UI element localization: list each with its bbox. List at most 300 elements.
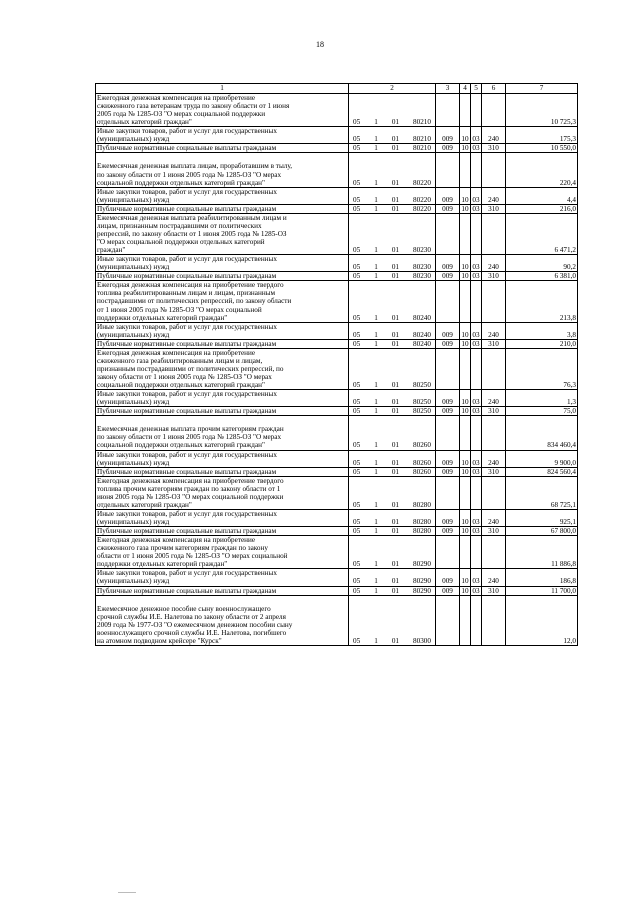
row-col-6 <box>482 536 506 569</box>
row-code <box>349 509 436 526</box>
page-number: 18 <box>316 40 324 49</box>
code-part: 05 <box>353 263 361 272</box>
row-code <box>349 467 436 476</box>
code-parts <box>350 527 434 535</box>
header-col-4: 4 <box>460 84 471 94</box>
code-part: 1 <box>374 560 378 569</box>
row-col-6: 310 <box>482 204 506 213</box>
table-row <box>96 144 578 153</box>
row-amount: 10 725,3 <box>506 94 578 127</box>
row-col-6: 240 <box>482 127 506 144</box>
header-col-1: 1 <box>96 84 349 94</box>
code-part: 01 <box>391 118 399 127</box>
row-col-5: 03 <box>472 527 480 536</box>
row-col-4: 10 <box>460 569 471 586</box>
row-col-3 <box>436 416 460 450</box>
code-parts <box>350 205 434 213</box>
row-col-5 <box>471 595 482 645</box>
code-part: 80230 <box>413 263 431 272</box>
row-col-4: 10 <box>460 127 471 144</box>
code-parts <box>350 560 434 568</box>
row-col-3: 009 <box>436 204 460 213</box>
header-col-3: 3 <box>436 84 460 94</box>
header-col-5: 5 <box>471 84 482 94</box>
row-code <box>349 407 436 416</box>
row-col-6 <box>482 595 506 645</box>
code-part: 05 <box>353 441 361 450</box>
code-part: 80250 <box>413 398 431 407</box>
row-amount: 68 725,1 <box>506 476 578 509</box>
row-col-6 <box>482 94 506 127</box>
code-part: 01 <box>391 144 399 153</box>
row-col-4: 10 <box>461 144 469 153</box>
row-col-4 <box>460 348 471 389</box>
code-part: 1 <box>374 586 378 595</box>
row-code <box>349 322 436 339</box>
code-part: 1 <box>374 458 378 467</box>
table-row <box>96 569 578 586</box>
code-part: 01 <box>391 560 399 569</box>
code-part: 01 <box>391 178 399 187</box>
code-parts <box>350 179 434 187</box>
code-part: 1 <box>374 381 378 390</box>
row-col-6: 240 <box>482 509 506 526</box>
code-parts <box>350 398 434 406</box>
code-parts <box>350 340 434 348</box>
code-part: 1 <box>374 263 378 272</box>
code-part: 1 <box>374 577 378 586</box>
code-part: 05 <box>353 407 361 416</box>
header-col-2: 2 <box>349 84 436 94</box>
row-col-4 <box>460 476 471 509</box>
code-part: 1 <box>374 135 378 144</box>
row-col-6: 240 <box>482 450 506 467</box>
code-part: 01 <box>391 195 399 204</box>
row-code <box>349 144 436 153</box>
row-col-4: 10 <box>461 339 469 348</box>
code-part: 1 <box>374 313 378 322</box>
row-description: Публичные нормативные социальные выплаты гражданам <box>96 144 349 153</box>
code-part: 80240 <box>413 313 431 322</box>
row-col-3: 009 <box>436 255 460 272</box>
code-part: 80260 <box>413 467 431 476</box>
row-col-3 <box>436 213 460 254</box>
code-part: 80280 <box>413 518 431 526</box>
row-col-6 <box>482 416 506 450</box>
row-col-5 <box>471 476 482 509</box>
table-row <box>96 94 578 127</box>
table-row <box>96 339 578 348</box>
row-code <box>349 595 436 645</box>
row-col-6: 310 <box>482 586 506 595</box>
row-amount: 76,3 <box>506 348 578 389</box>
code-part: 80210 <box>413 118 431 127</box>
header-row <box>96 84 578 94</box>
code-part: 05 <box>353 527 361 536</box>
row-code <box>349 348 436 389</box>
code-part: 05 <box>353 500 361 509</box>
row-amount: 75,0 <box>506 407 578 416</box>
code-part: 05 <box>353 458 361 467</box>
row-code <box>349 527 436 536</box>
code-part: 01 <box>391 135 399 144</box>
row-amount: 6 471,2 <box>506 213 578 254</box>
row-col-3: 009 <box>436 144 460 153</box>
table-row <box>96 416 578 450</box>
row-col-4 <box>460 281 471 322</box>
row-description: Ежегодная денежная компенсация на приобретение сжиженного газа прочим категориям граждан по закону области от 1 июня 2005 года № 1285-ОЗ "О мерах социальной поддержки отдельных категорий граждан" <box>96 536 349 569</box>
table-row <box>96 255 578 272</box>
row-col-4: 10 <box>461 467 469 476</box>
row-col-5 <box>471 281 482 322</box>
code-part: 05 <box>353 339 361 348</box>
row-description: Ежемесячная денежная выплата реабилитированным лицам и лицам, признанным пострадавшими от политических репрессий, по закону области от 1 июня 2005 года № 1285-ОЗ "О мерах социальной поддержки отдельных категорий граждан" <box>96 213 349 254</box>
code-part: 05 <box>353 204 361 213</box>
code-part: 05 <box>353 118 361 127</box>
code-part: 05 <box>353 246 361 255</box>
code-part: 80260 <box>413 441 431 450</box>
row-col-6: 310 <box>482 339 506 348</box>
code-parts <box>350 144 434 152</box>
row-description: Иные закупки товаров, работ и услуг для государственных (муниципальных) нужд <box>96 322 349 339</box>
code-part: 05 <box>353 467 361 476</box>
row-code <box>349 272 436 281</box>
code-part: 1 <box>374 636 378 645</box>
row-col-4 <box>460 213 471 254</box>
row-description: Ежемесячная денежная выплата прочим категориям граждан по закону области от 1 июня 2005 года № 1285-ОЗ "О мерах социальной поддержки отдельных категорий граждан" <box>96 416 349 450</box>
table-row <box>96 476 578 509</box>
code-parts <box>350 196 434 204</box>
code-part: 05 <box>353 636 361 645</box>
table-row <box>96 322 578 339</box>
row-col-6: 240 <box>482 187 506 204</box>
row-col-5 <box>471 536 482 569</box>
row-amount: 216,0 <box>506 204 578 213</box>
code-part: 01 <box>391 246 399 255</box>
row-col-6 <box>482 348 506 389</box>
code-part: 01 <box>391 381 399 390</box>
row-description: Ежегодная денежная компенсация на приобретение твердого топлива прочим категориям граждан по закону области от 1 июня 2005 года № 1285-ОЗ "О мерах социальной поддержки отдельных категорий граждан" <box>96 476 349 509</box>
row-amount: 67 800,0 <box>506 527 578 536</box>
row-col-5: 03 <box>471 255 482 272</box>
row-code <box>349 187 436 204</box>
code-part: 01 <box>391 398 399 407</box>
row-col-3: 009 <box>436 187 460 204</box>
row-col-3: 009 <box>436 586 460 595</box>
row-description: Публичные нормативные социальные выплаты гражданам <box>96 586 349 595</box>
row-col-4: 10 <box>461 272 469 281</box>
row-col-5: 03 <box>472 144 480 153</box>
code-parts <box>350 331 434 339</box>
row-col-6: 240 <box>482 255 506 272</box>
row-code <box>349 536 436 569</box>
table-row <box>96 390 578 407</box>
row-col-4: 10 <box>461 407 469 416</box>
table-header <box>96 84 578 94</box>
row-col-6: 240 <box>482 390 506 407</box>
code-part: 80260 <box>413 458 431 467</box>
code-part: 05 <box>353 586 361 595</box>
code-part: 01 <box>391 458 399 467</box>
row-col-5: 03 <box>472 407 480 416</box>
row-amount: 175,3 <box>506 127 578 144</box>
row-code <box>349 339 436 348</box>
code-part: 01 <box>391 313 399 322</box>
row-col-4: 10 <box>461 527 469 536</box>
row-amount: 186,8 <box>506 569 578 586</box>
code-part: 80220 <box>413 204 431 213</box>
row-col-3 <box>436 536 460 569</box>
code-part: 01 <box>391 500 399 509</box>
row-col-3: 009 <box>436 390 460 407</box>
row-description: Иные закупки товаров, работ и услуг для государственных (муниципальных) нужд <box>96 569 349 586</box>
row-col-5: 03 <box>471 509 482 526</box>
code-parts <box>350 468 434 476</box>
code-part: 05 <box>353 577 361 586</box>
header-col-6: 6 <box>482 84 506 94</box>
code-part: 1 <box>374 441 378 450</box>
row-col-4 <box>460 153 471 187</box>
row-col-4: 10 <box>460 390 471 407</box>
row-col-6: 240 <box>482 569 506 586</box>
table-row <box>96 467 578 476</box>
code-part: 01 <box>391 636 399 645</box>
row-col-3: 009 <box>436 467 460 476</box>
row-col-4 <box>460 536 471 569</box>
code-part: 01 <box>391 407 399 416</box>
code-part: 01 <box>391 527 399 536</box>
row-description: Иные закупки товаров, работ и услуг для государственных (муниципальных) нужд <box>96 127 349 144</box>
code-part: 1 <box>374 339 378 348</box>
code-part: 80220 <box>413 178 431 187</box>
code-part: 80210 <box>413 135 431 144</box>
row-col-5: 03 <box>471 569 482 586</box>
row-amount: 834 460,4 <box>506 416 578 450</box>
row-description: Публичные нормативные социальные выплаты гражданам <box>96 339 349 348</box>
code-part: 1 <box>374 118 378 127</box>
table-row <box>96 586 578 595</box>
header-col-7: 7 <box>506 84 578 94</box>
row-code <box>349 204 436 213</box>
row-col-3: 009 <box>436 322 460 339</box>
table-row <box>96 450 578 467</box>
row-amount: 9 900,0 <box>506 450 578 467</box>
row-amount: 925,1 <box>506 509 578 526</box>
table-row <box>96 407 578 416</box>
budget-table <box>95 83 578 646</box>
row-col-3: 009 <box>436 569 460 586</box>
table-row <box>96 213 578 254</box>
row-col-4: 10 <box>460 509 471 526</box>
code-part: 1 <box>374 204 378 213</box>
code-part: 01 <box>391 204 399 213</box>
code-part: 05 <box>353 144 361 153</box>
code-part: 05 <box>353 195 361 204</box>
code-part: 05 <box>353 178 361 187</box>
row-amount: 10 550,0 <box>506 144 578 153</box>
row-code <box>349 94 436 127</box>
row-col-3 <box>436 94 460 127</box>
row-col-5: 03 <box>472 467 480 476</box>
code-part: 1 <box>374 407 378 416</box>
code-part: 1 <box>374 467 378 476</box>
row-description: Публичные нормативные социальные выплаты гражданам <box>96 272 349 281</box>
row-code <box>349 569 436 586</box>
row-col-6: 310 <box>482 467 506 476</box>
row-col-5 <box>471 153 482 187</box>
row-code <box>349 450 436 467</box>
row-col-5: 03 <box>471 187 482 204</box>
code-parts <box>350 135 434 143</box>
code-part: 80230 <box>413 272 431 281</box>
code-parts <box>350 118 434 126</box>
row-col-6: 310 <box>482 144 506 153</box>
code-part: 80240 <box>413 339 431 348</box>
code-part: 01 <box>391 441 399 450</box>
row-col-3: 009 <box>436 450 460 467</box>
code-part: 1 <box>374 398 378 407</box>
row-col-3 <box>436 153 460 187</box>
code-part: 01 <box>391 467 399 476</box>
code-part: 80240 <box>413 330 431 339</box>
row-amount: 213,8 <box>506 281 578 322</box>
row-description: Публичные нормативные социальные выплаты гражданам <box>96 407 349 416</box>
code-part: 80280 <box>413 500 431 509</box>
row-col-3: 009 <box>436 407 460 416</box>
row-col-5: 03 <box>471 127 482 144</box>
row-col-4: 10 <box>460 187 471 204</box>
code-part: 80250 <box>413 407 431 416</box>
row-amount: 1,3 <box>506 390 578 407</box>
code-part: 80210 <box>413 144 431 153</box>
code-parts <box>350 246 434 254</box>
row-col-5: 03 <box>472 204 480 213</box>
table-row <box>96 153 578 187</box>
row-code <box>349 153 436 187</box>
code-parts <box>350 501 434 509</box>
code-part: 1 <box>374 178 378 187</box>
code-parts <box>350 381 434 389</box>
row-amount: 220,4 <box>506 153 578 187</box>
code-part: 1 <box>374 500 378 509</box>
row-col-6: 310 <box>482 407 506 416</box>
row-description: Публичные нормативные социальные выплаты гражданам <box>96 527 349 536</box>
code-part: 01 <box>391 518 399 526</box>
row-col-6: 310 <box>482 527 506 536</box>
row-code <box>349 390 436 407</box>
code-parts <box>350 263 434 271</box>
row-col-5 <box>471 94 482 127</box>
row-col-5: 03 <box>472 272 480 281</box>
row-col-3: 009 <box>436 127 460 144</box>
row-col-3 <box>436 476 460 509</box>
row-description: Иные закупки товаров, работ и услуг для государственных (муниципальных) нужд <box>96 509 349 526</box>
row-col-6 <box>482 153 506 187</box>
row-description: Иные закупки товаров, работ и услуг для государственных (муниципальных) нужд <box>96 255 349 272</box>
code-part: 01 <box>391 263 399 272</box>
code-part: 1 <box>374 272 378 281</box>
row-col-5: 03 <box>472 586 480 595</box>
code-part: 80250 <box>413 381 431 390</box>
table-row <box>96 348 578 389</box>
code-part: 1 <box>374 330 378 339</box>
row-col-6: 240 <box>482 322 506 339</box>
row-description: Ежемесячное денежное пособие сыну военнослужащего срочной службы И.Е. Налетова по закону области от 2 апреля 2009 года № 1977-ОЗ "О ежемесячном денежном пособии сыну военнослужащего срочной службы И.Е. Налетова, погибшего на атомном подводном крейсере "Курск" <box>96 595 349 645</box>
row-col-5: 03 <box>471 450 482 467</box>
row-code <box>349 255 436 272</box>
code-part: 1 <box>374 527 378 536</box>
row-col-3 <box>436 348 460 389</box>
row-amount: 12,0 <box>506 595 578 645</box>
row-col-3: 009 <box>436 272 460 281</box>
row-description: Ежемесячная денежная выплата лицам, проработавшим в тылу, по закону области от 1 июня 2005 года № 1285-ОЗ "О мерах социальной поддержки отдельных категорий граждан" <box>96 153 349 187</box>
table-row <box>96 527 578 536</box>
row-col-5: 03 <box>472 339 480 348</box>
code-parts <box>350 272 434 280</box>
code-part: 80230 <box>413 246 431 255</box>
row-col-4: 10 <box>460 322 471 339</box>
row-col-6 <box>482 281 506 322</box>
code-part: 05 <box>353 398 361 407</box>
code-part: 1 <box>374 195 378 204</box>
code-part: 1 <box>374 246 378 255</box>
table-row <box>96 595 578 645</box>
row-col-3 <box>436 595 460 645</box>
row-description: Публичные нормативные социальные выплаты гражданам <box>96 204 349 213</box>
row-col-5 <box>471 348 482 389</box>
table-row <box>96 281 578 322</box>
code-part: 05 <box>353 381 361 390</box>
row-amount: 210,0 <box>506 339 578 348</box>
code-part: 05 <box>353 272 361 281</box>
code-part: 05 <box>353 330 361 339</box>
row-code <box>349 281 436 322</box>
code-part: 1 <box>374 144 378 153</box>
code-part: 80300 <box>413 636 431 645</box>
code-parts <box>350 577 434 585</box>
code-parts <box>350 637 434 645</box>
table-row <box>96 204 578 213</box>
table-row <box>96 187 578 204</box>
code-part: 80290 <box>413 577 431 586</box>
row-col-4: 10 <box>461 586 469 595</box>
code-part: 01 <box>391 577 399 586</box>
code-part: 80280 <box>413 527 431 536</box>
code-part: 01 <box>391 339 399 348</box>
row-code <box>349 213 436 254</box>
code-part: 05 <box>353 135 361 144</box>
table-row <box>96 272 578 281</box>
row-col-3: 009 <box>436 527 460 536</box>
row-description: Иные закупки товаров, работ и услуг для государственных (муниципальных) нужд <box>96 450 349 467</box>
code-part: 1 <box>374 518 378 526</box>
row-col-4 <box>460 416 471 450</box>
code-parts <box>350 441 434 449</box>
code-part: 01 <box>391 330 399 339</box>
table-row <box>96 127 578 144</box>
code-parts <box>350 587 434 595</box>
row-col-3: 009 <box>436 509 460 526</box>
row-amount: 90,2 <box>506 255 578 272</box>
row-amount: 4,4 <box>506 187 578 204</box>
table-row <box>96 509 578 526</box>
code-part: 80220 <box>413 195 431 204</box>
code-part: 01 <box>391 272 399 281</box>
row-code <box>349 586 436 595</box>
row-description: Иные закупки товаров, работ и услуг для государственных (муниципальных) нужд <box>96 390 349 407</box>
row-amount: 11 700,0 <box>506 586 578 595</box>
code-parts <box>350 518 434 526</box>
